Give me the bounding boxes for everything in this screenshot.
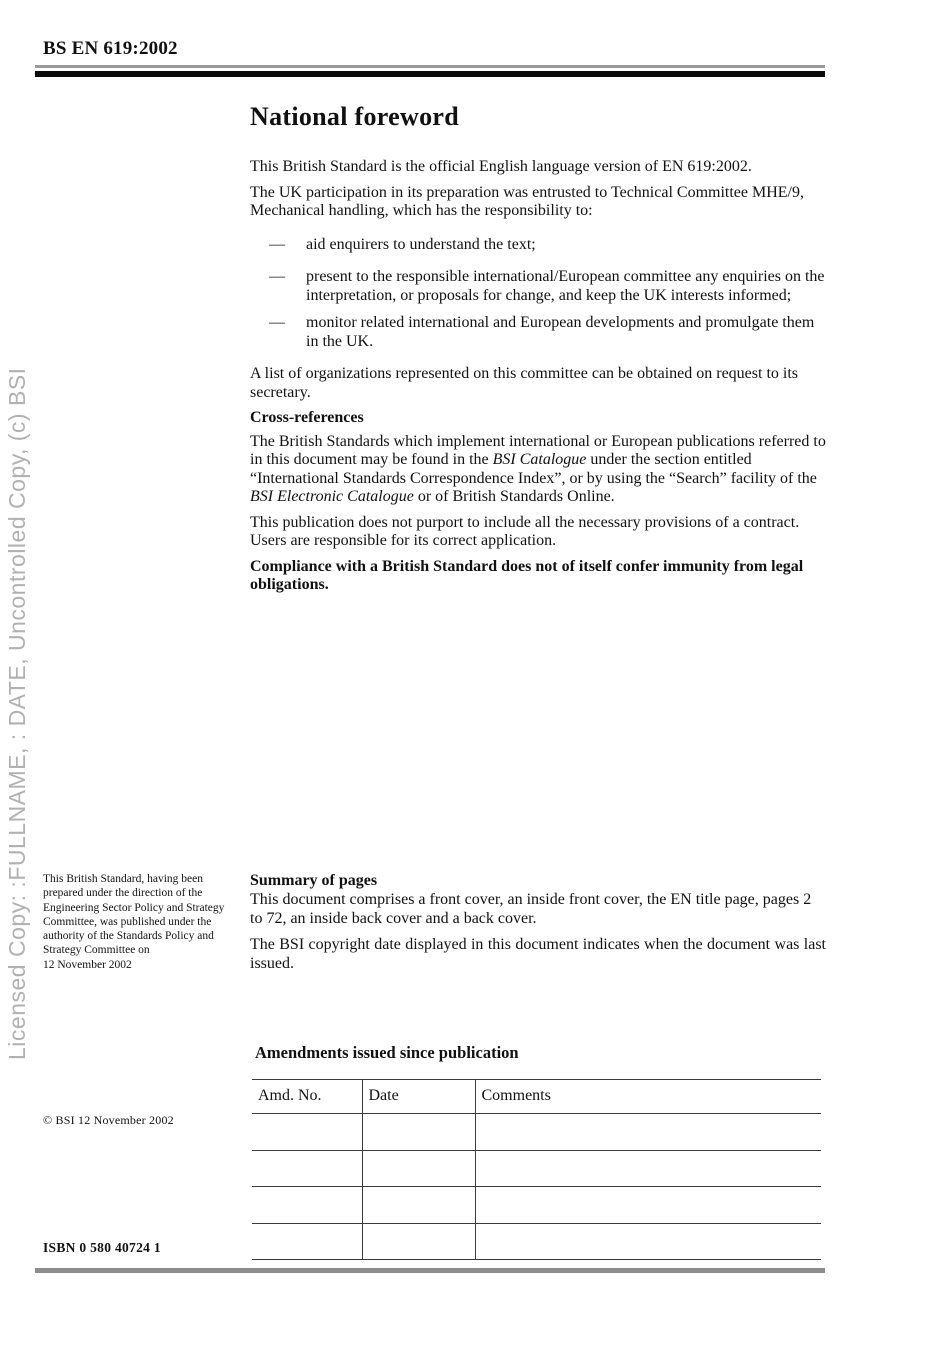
table-cell <box>475 1114 821 1151</box>
text-run: under the section entitled “International Standards Correspondence Index”, or by using the “Search” facility of the <box>250 451 817 487</box>
license-watermark: Licensed Copy: :FULLNAME, : DATE, Uncontrolled Copy, (c) BSI <box>4 367 30 1060</box>
dash-marker: — <box>269 235 285 253</box>
standard-number: BS EN 619:2002 <box>43 38 178 59</box>
table-row <box>252 1150 821 1187</box>
table-cell <box>252 1114 362 1151</box>
note-date: 12 November 2002 <box>43 958 132 971</box>
table-cell <box>475 1187 821 1224</box>
table-cell <box>475 1223 821 1260</box>
table-cell <box>362 1223 475 1260</box>
list-item <box>250 236 826 255</box>
dash-marker: — <box>269 314 285 331</box>
table-cell <box>475 1150 821 1187</box>
note-text: This British Standard, having been prepared under the direction of the Engineering Sector Policy and Strategy Committee, was published under the authority of the Standards Policy and Strategy Committee on <box>43 873 225 957</box>
header-rule-thick <box>35 71 825 77</box>
list-item <box>250 314 826 351</box>
page-title: National foreword <box>250 102 459 131</box>
table-cell <box>362 1150 475 1187</box>
italic-title-bsi-catalogue: BSI Catalogue <box>492 451 587 468</box>
bsi-copyright-line: © BSI 12 November 2002 <box>43 1113 174 1127</box>
text-run: or of British Standards Online. <box>413 488 615 505</box>
column-header-comments: Comments <box>475 1080 821 1114</box>
paragraph-comprises: This document comprises a front cover, an inside front cover, the EN title page, pages 2 to 72, an inside back cover and a back cover. <box>250 891 812 927</box>
italic-title-bsi-electronic-catalogue: BSI Electronic Catalogue <box>250 488 414 505</box>
cross-references-heading: Cross-references <box>250 409 364 426</box>
paragraph-cross-references <box>250 433 826 507</box>
dash-marker: — <box>269 268 285 285</box>
list-item-text: aid enquirers to understand the text; <box>306 235 536 253</box>
paragraph-uk-participation: The UK participation in its preparation was entrusted to Technical Committee MHE/9, Mechanical handling, which has the responsibility to: <box>250 183 804 219</box>
table-row <box>252 1223 821 1260</box>
summary-of-pages-section <box>250 871 826 973</box>
header-rule-thin <box>35 65 825 68</box>
paragraph-official-version: This British Standard is the official English language version of EN 619:2002. <box>250 158 752 175</box>
publication-authority-note <box>43 872 239 972</box>
isbn-number: ISBN 0 580 40724 1 <box>43 1240 161 1255</box>
national-foreword-section <box>250 102 826 602</box>
table-cell <box>252 1223 362 1260</box>
table-cell <box>252 1187 362 1224</box>
text-run: The British Standards which implement international or European publications referred to in this document may be found in the <box>250 432 826 468</box>
summary-heading: Summary of pages <box>250 872 378 889</box>
list-item-text: monitor related international and European developments and promulgate them in the UK. <box>306 314 815 350</box>
table-row <box>252 1187 821 1224</box>
amendments-heading: Amendments issued since publication <box>255 1043 519 1062</box>
list-item <box>250 268 826 305</box>
table-cell <box>362 1114 475 1151</box>
amendments-section <box>252 1043 823 1260</box>
list-item-text: present to the responsible international/European committee any enquiries on the interpretation, or proposals for change, and keep the UK interests informed; <box>306 268 825 304</box>
column-header-date: Date <box>362 1080 475 1114</box>
paragraph-compliance: Compliance with a British Standard does not of itself confer immunity from legal obligations. <box>250 557 804 593</box>
amendments-table <box>252 1079 821 1260</box>
paragraph-organizations: A list of organizations represented on this committee can be obtained on request to its secretary. <box>250 365 799 401</box>
table-cell <box>362 1187 475 1224</box>
table-cell <box>252 1150 362 1187</box>
table-header-row <box>252 1080 821 1114</box>
paragraph-publication: This publication does not purport to include all the necessary provisions of a contract. Users are responsible for its correct application. <box>250 513 800 549</box>
table-row <box>252 1114 821 1151</box>
paragraph-copyright-date: The BSI copyright date displayed in this document indicates when the document was last issued. <box>250 936 826 972</box>
footer-rule <box>35 1268 825 1273</box>
column-header-amd-no: Amd. No. <box>252 1080 362 1114</box>
